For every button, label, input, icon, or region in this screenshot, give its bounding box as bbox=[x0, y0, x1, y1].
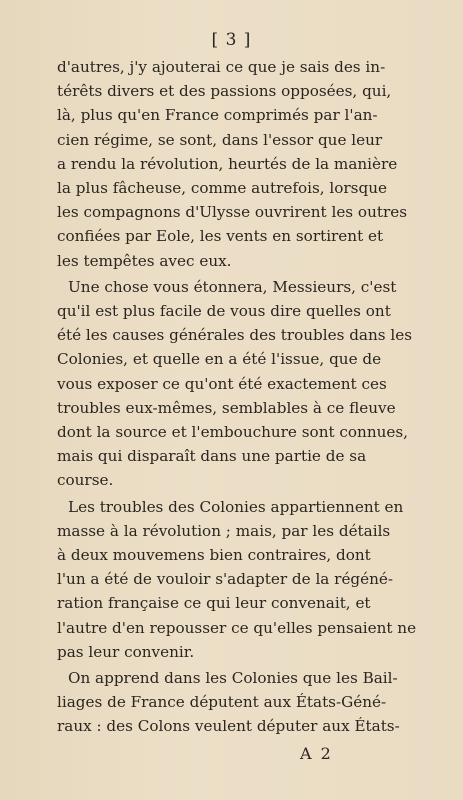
text-line: course. bbox=[57, 471, 114, 490]
text-line: mais qui disparaît dans une partie de sa bbox=[57, 447, 367, 466]
text-line: les tempêtes avec eux. bbox=[57, 251, 232, 270]
text-line: à deux mouvemens bien contraires, dont bbox=[57, 546, 371, 564]
text-line: masse à la révolution ; mais, par les détails bbox=[57, 521, 391, 540]
text-line: Les troubles des Colonies appartiennent en bbox=[68, 497, 404, 516]
text-line: là, plus qu'en France comprimés par l'an- bbox=[57, 106, 378, 125]
text-line: d'autres, j'y ajouterai ce que je sais des in- bbox=[57, 58, 386, 76]
text-line: l'un a été de vouloir s'adapter de la régéné- bbox=[57, 570, 394, 589]
text-line: ration française ce qui leur convenait, et bbox=[57, 594, 371, 613]
page-number: [ 3 ] bbox=[211, 30, 252, 50]
text-line: troubles eux-mêmes, semblables à ce fleuve bbox=[57, 398, 396, 417]
text-line: liages de France députent aux États-Géné- bbox=[57, 693, 387, 712]
text-line: pas leur convenir. bbox=[57, 642, 195, 661]
text-line: été les causes générales des troubles dans les bbox=[57, 326, 413, 345]
text-line: térêts divers et des passions opposées, qui, bbox=[57, 82, 392, 101]
text-line: les compagnons d'Ulysse ouvrirent les outres bbox=[57, 203, 408, 222]
text-line: qu'il est plus facile de vous dire quelles ont bbox=[57, 302, 391, 320]
text-line: l'autre d'en repousser ce qu'elles pensaient ne bbox=[57, 618, 417, 637]
text-line: dont la source et l'embouchure sont connues, bbox=[57, 423, 409, 441]
text-line: cien régime, se sont, dans l'essor que leur bbox=[57, 130, 383, 149]
text-line: a rendu la révolution, heurtés de la manière bbox=[57, 154, 398, 173]
text-line: On apprend dans les Colonies que les Bail- bbox=[68, 669, 398, 687]
text-line: confiées par Eole, les vents en sortirent et bbox=[57, 227, 384, 246]
signature-mark: A 2 bbox=[300, 744, 333, 763]
text-line: Une chose vous étonnera, Messieurs, c'est bbox=[68, 277, 397, 296]
text-line: vous exposer ce qu'ont été exactement ces bbox=[57, 374, 387, 393]
text-line: Colonies, et quelle en a été l'issue, que de bbox=[57, 350, 382, 369]
text-line: raux : des Colons veulent députer aux États- bbox=[57, 717, 400, 736]
text-line: la plus fâcheuse, comme autrefois, lorsque bbox=[57, 179, 387, 197]
